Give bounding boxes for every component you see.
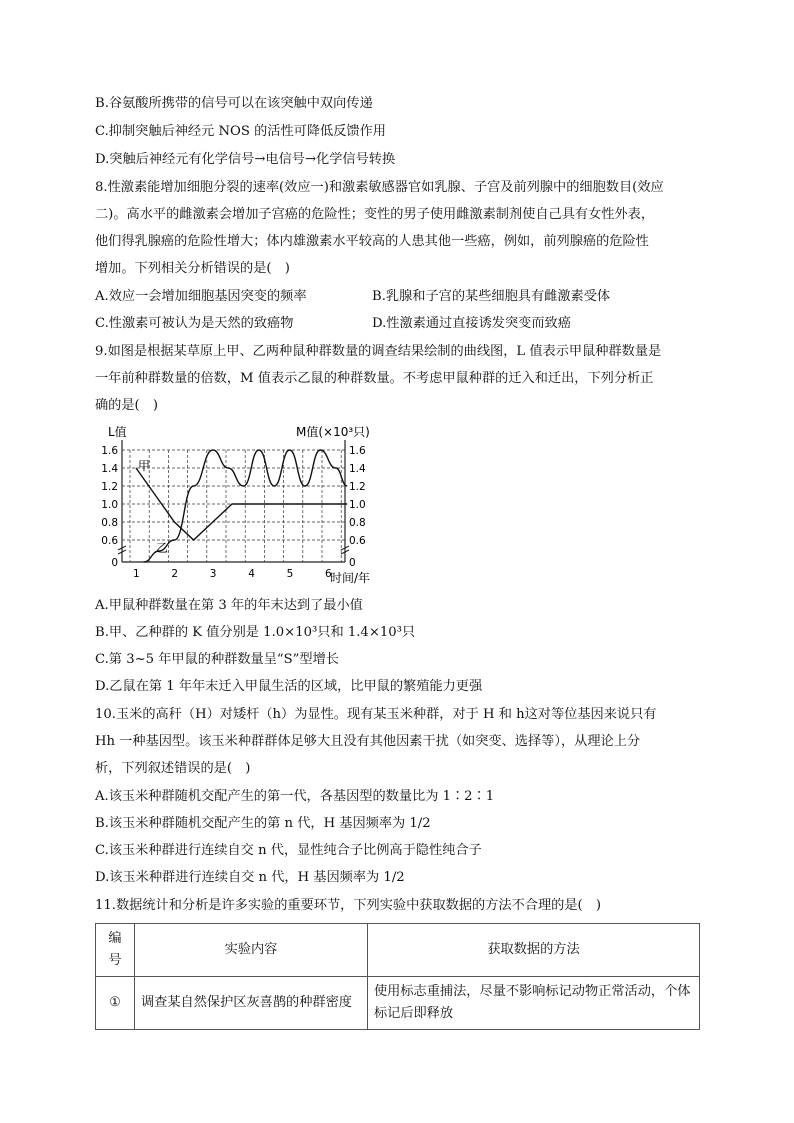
left-axis-label: L值 [108, 425, 127, 439]
y-tick-right: 0.6 [349, 535, 366, 547]
header-content: 实验内容 [135, 924, 368, 977]
y-tick-left: 0.6 [101, 535, 118, 547]
table-header-row [96, 924, 700, 977]
y-tick-right: 1.0 [349, 499, 366, 511]
header-number: 编号 [96, 924, 135, 977]
option-10b: B.该玉米种群随机交配产生的第 n 代，H 基因频率为 1/2 [95, 816, 431, 831]
y-tick-right: 1.2 [349, 481, 366, 493]
right-axis-label: M值(×10³只) [296, 425, 370, 439]
option-9c: C.第 3~5 年甲鼠的种群数量呈“S”型增长 [95, 652, 339, 667]
population-chart [100, 422, 390, 592]
option-7b: B.谷氨酸所携带的信号可以在该突触中双向传递 [95, 96, 373, 111]
question-10-text-1: 10.玉米的高秆（H）对矮杆（h）为显性。现有某玉米种群，对于 H 和 h这对等位基因来说只有 [95, 707, 657, 722]
y-tick-left: 1.4 [101, 463, 118, 475]
option-10a: A.该玉米种群随机交配产生的第一代，各基因型的数量比为 1∶2∶1 [95, 789, 495, 804]
y-tick-left: 0.8 [101, 517, 118, 529]
y-tick-right: 0.8 [349, 517, 366, 529]
option-8a: A.效应一会增加细胞基因突变的频率 [95, 289, 307, 304]
x-tick: 2 [171, 568, 179, 580]
x-tick: 1 [133, 568, 140, 580]
y-tick-right: 0 [349, 557, 356, 569]
option-7d: D.突触后神经元有化学信号→电信号→化学信号转换 [95, 152, 396, 167]
x-tick: 4 [248, 568, 255, 580]
series-label-jia: 甲 [138, 459, 151, 473]
question-9-text-2: 一年前种群数量的倍数，M 值表示乙鼠的种群数量。不考虑甲鼠种群的迁入和迁出，下列分析正 [95, 371, 654, 386]
x-tick: 3 [209, 568, 217, 580]
question-8-text-1: 8.性激素能增加细胞分裂的速率(效应一)和激素敏感器官如乳腺、子宫及前列腺中的细胞数目(效应 [95, 180, 664, 195]
question-8-text-2: 二)。高水平的雌激素会增加子宫癌的危险性；变性的男子使用雌激素制剂使自己具有女性外表， [95, 207, 655, 222]
y-tick-right: 1.4 [349, 463, 366, 475]
y-tick-left: 1.6 [101, 445, 118, 457]
option-9d: D.乙鼠在第 1 年年末迁入甲鼠生活的区域，比甲鼠的繁殖能力更强 [95, 679, 483, 694]
option-10d: D.该玉米种群进行连续自交 n 代，H 基因频率为 1/2 [95, 870, 405, 885]
option-10c: C.该玉米种群进行连续自交 n 代，显性纯合子比例高于隐性纯合子 [95, 843, 482, 858]
y-tick-left: 1.2 [101, 481, 118, 493]
question-11-text: 11.数据统计和分析是许多实验的重要环节，下列实验中获取数据的方法不合理的是( ) [95, 898, 602, 913]
row-method: 使用标志重捕法，尽量不影响标记动物正常活动，个体标记后即释放 [368, 977, 700, 1030]
series-label-yi: 乙 [156, 541, 169, 555]
question-8-text-3: 他们得乳腺癌的危险性增大；体内雄激素水平较高的人患其他一些癌，例如，前列腺癌的危险性 [95, 234, 649, 249]
row-content: 调查某自然保护区灰喜鹊的种群密度 [135, 977, 368, 1030]
x-tick: 5 [286, 568, 294, 580]
option-7c: C.抑制突触后神经元 NOS 的活性可降低反馈作用 [95, 124, 386, 139]
option-8d: D.性激素通过直接诱发突变而致癌 [372, 316, 571, 331]
option-9b: B.甲、乙种群的 K 值分别是 1.0×10³只和 1.4×10³只 [95, 625, 416, 640]
y-tick-left: 1.0 [101, 499, 118, 511]
header-method: 获取数据的方法 [368, 924, 700, 977]
experiment-table [95, 923, 700, 1030]
question-10-text-3: 析，下列叙述错误的是( ) [95, 761, 251, 776]
option-9a: A.甲鼠种群数量在第 3 年的年末达到了最小值 [95, 598, 363, 613]
y-tick-left: 0 [111, 557, 118, 569]
question-9-text-1: 9.如图是根据某草原上甲、乙两种鼠种群数量的调查结果绘制的曲线图，L 值表示甲鼠种群数量是 [95, 344, 662, 359]
table-row [96, 977, 700, 1030]
question-10-text-2: Hh 一种基因型。该玉米种群群体足够大且没有其他因素干扰（如突变、选择等），从理论上分 [95, 734, 641, 749]
question-8-text-4: 增加。下列相关分析错误的是( ) [95, 261, 290, 276]
row-number: ① [96, 977, 135, 1030]
y-tick-right: 1.6 [349, 445, 366, 457]
x-axis-label: 时间/年 [330, 571, 371, 585]
question-9-text-3: 确的是( ) [95, 398, 159, 413]
x-tick: 6 [325, 568, 332, 580]
option-8b: B.乳腺和子宫的某些细胞具有雌激素受体 [372, 289, 611, 304]
option-8c: C.性激素可被认为是天然的致癌物 [95, 316, 294, 331]
